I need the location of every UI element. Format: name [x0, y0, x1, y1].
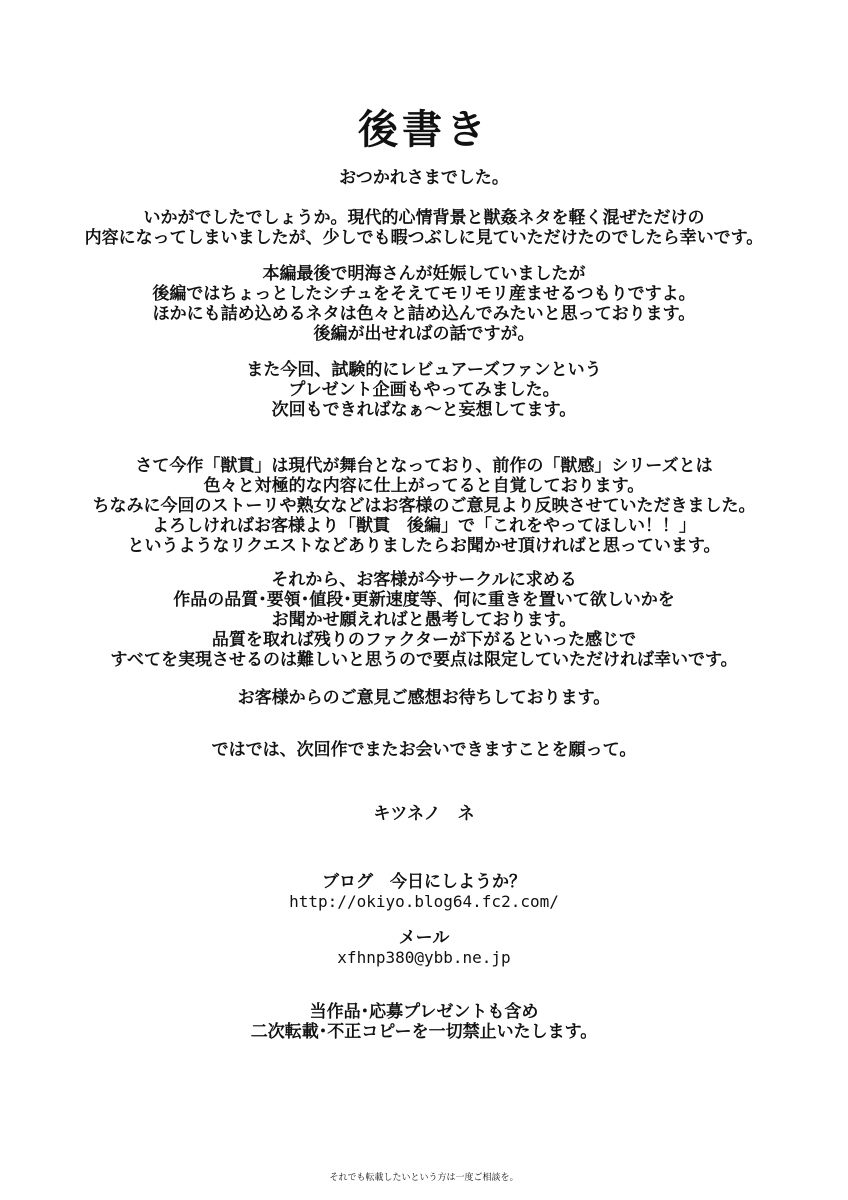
page-title: 後書き [358, 107, 490, 153]
paragraph-2-line-4: 後編が出せればの話ですが。 [313, 324, 535, 344]
mail-address: xfhnp380@ybb.ne.jp [337, 948, 511, 967]
paragraph-6: お客様からのご意見ご感想お待ちしております。 [237, 688, 611, 708]
paragraph-3-line-2: プレゼント企画もやってみました。 [288, 380, 560, 400]
paragraph-5-line-1: それから、お客様が今サークルに求める [271, 570, 577, 590]
footer-note: それでも転載したいという方は一度ご相談を。 [329, 1173, 519, 1183]
paragraph-2-line-3: ほかにも詰め込めるネタは色々と詰め込んでみたいと思っております。 [152, 304, 696, 324]
paragraph-5-line-4: 品質を取れば残りのファクターが下がるといった感じで [211, 630, 637, 650]
paragraph-4-line-1: さて今作「獣貫」は現代が舞台となっており、前作の「獣感」シリーズとは [135, 456, 713, 476]
notice-line-2: 二次転載･不正コピーを一切禁止いたします。 [250, 1022, 598, 1042]
paragraph-2-line-2: 後編ではちょっとしたシチュをそえてモリモリ産ませるつもりですよ。 [152, 284, 696, 304]
paragraph-3-line-1: また今回、試験的にレビュアーズファンという [246, 360, 602, 380]
paragraph-3-line-3: 次回もできればなぁ～と妄想してます。 [271, 400, 577, 420]
paragraph-1-line-1: いかがでしたでしょうか。現代的心情背景と獣姦ネタを軽く混ぜただけの [143, 208, 705, 228]
greeting-line: おつかれさまでした。 [339, 168, 509, 188]
paragraph-7: ではでは、次回作でまたお会いできますことを願って。 [211, 740, 637, 760]
paragraph-5-line-2: 作品の品質･要領･値段･更新速度等、何に重きを置いて欲しいかを [173, 590, 675, 610]
paragraph-4-line-2: 色々と対極的な内容に仕上がってると自覚しております。 [203, 476, 645, 496]
signature: キツネノ ネ [373, 804, 475, 824]
blog-url: http://okiyo.blog64.fc2.com/ [289, 892, 559, 911]
paragraph-4-line-4: よろしければお客様より「獣貫 後編」で「これをやってほしい！！」 [152, 516, 696, 536]
mail-label: メール [398, 928, 450, 948]
paragraph-1-line-2: 内容になってしまいましたが、少しでも暇つぶしに見ていただけたのでしたら幸いです。 [84, 228, 764, 248]
paragraph-2-line-1: 本編最後で明海さんが妊娠していましたが [262, 264, 586, 284]
notice-line-1: 当作品･応募プレゼントも含め [309, 1002, 539, 1022]
paragraph-5-line-5: すべてを実現させるのは難しいと思うので要点は限定していただければ幸いです。 [110, 650, 738, 670]
paragraph-4-line-5: というようなリクエストなどありましたらお聞かせ頂ければと思っています。 [127, 536, 721, 556]
paragraph-5-line-3: お聞かせ願えればと愚考しております。 [271, 610, 577, 630]
blog-label: ブログ 今日にしようか？ [322, 872, 526, 892]
paragraph-4-line-3: ちなみに今回のストーリや熟女などはお客様のご意見より反映させていただきました。 [92, 496, 756, 516]
